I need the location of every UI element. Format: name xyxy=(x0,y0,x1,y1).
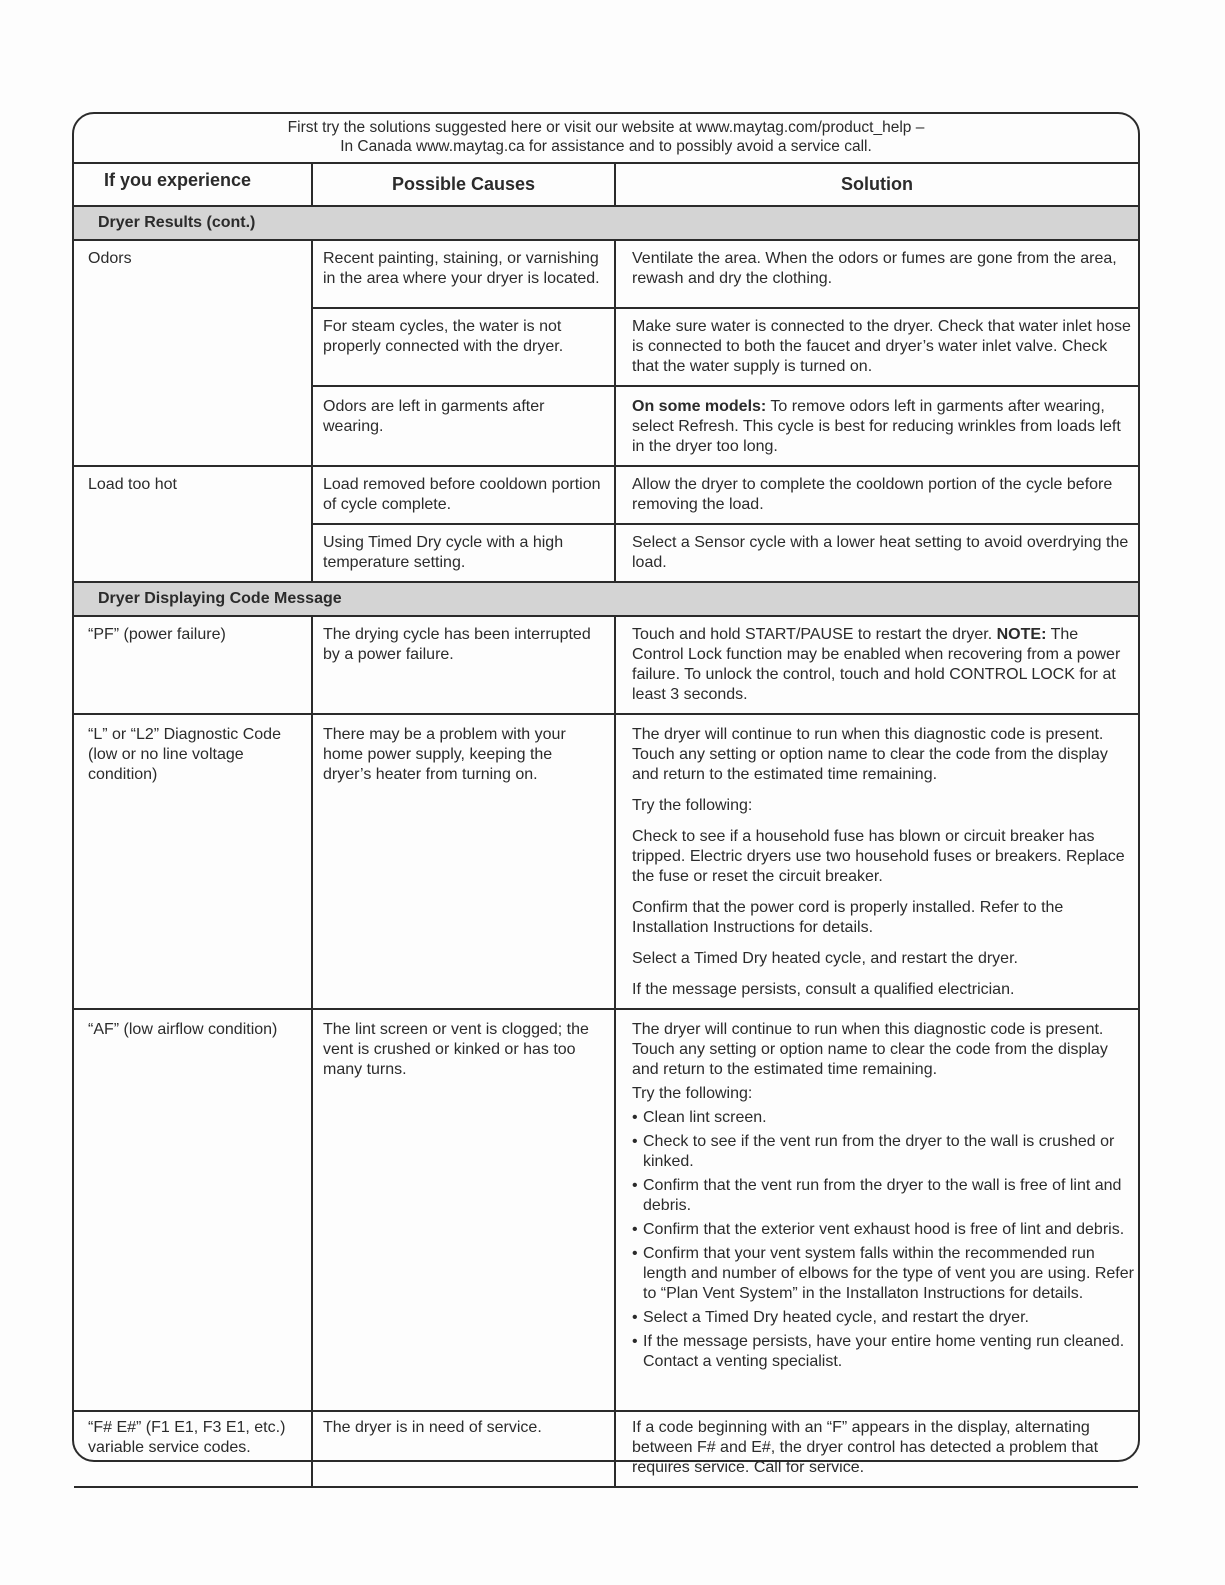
solution-cell: Select a Sensor cycle with a lower heat setting to avoid overdrying the load. xyxy=(615,524,1138,582)
troubleshooting-table xyxy=(74,164,1138,1488)
note-label: NOTE: xyxy=(996,626,1047,643)
table-row xyxy=(74,616,1138,714)
header-causes: Possible Causes xyxy=(312,164,615,206)
section-row xyxy=(74,206,1138,240)
list-item: • Confirm that the vent run from the dryer to the wall is free of lint and debris. xyxy=(632,1176,1134,1216)
table-row xyxy=(74,240,1138,308)
table-row xyxy=(74,1009,1138,1411)
symptom-fe: “F# E#” (F1 E1, F3 E1, etc.) variable service codes. xyxy=(74,1411,312,1487)
solution-cell: Make sure water is connected to the dryer. Check that water inlet hose is connected to both the faucet and dryer’s water inlet valve. Check that the water supply is turned on. xyxy=(615,308,1138,386)
solution-paragraph: Check to see if a household fuse has blown or circuit breaker has tripped. Electric dryers use two household fuses or breakers. Replace the fuse or reset the circuit breaker. xyxy=(632,828,1125,885)
solution-cell: Ventilate the area. When the odors or fumes are gone from the area, rewash and dry the clothing. xyxy=(615,240,1138,308)
solution-paragraph: Try the following: xyxy=(632,797,753,814)
symptom-af: “AF” (low airflow condition) xyxy=(74,1009,312,1411)
solution-cell xyxy=(615,714,1138,1009)
list-item: • Check to see if the vent run from the dryer to the wall is crushed or kinked. xyxy=(632,1132,1134,1172)
solution-cell: Allow the dryer to complete the cooldown portion of the cycle before removing the load. xyxy=(615,466,1138,524)
cause-cell: There may be a problem with your home power supply, keeping the dryer’s heater from turning on. xyxy=(312,714,615,1009)
solution-paragraph: If the message persists, consult a qualified electrician. xyxy=(632,981,1015,998)
solution-cell xyxy=(615,386,1138,466)
list-item: • Confirm that the exterior vent exhaust hood is free of lint and debris. xyxy=(632,1220,1134,1240)
list-item: • Confirm that your vent system falls within the recommended run length and number of elbows for the type of vent you are using. Refer to “Plan Vent System” in the Installaton Instructions for details. xyxy=(632,1244,1134,1304)
website-notice xyxy=(74,114,1138,164)
solution-cell: If a code beginning with an “F” appears in the display, alternating between F# and E#, the dryer control has detected a problem that requires service. Call for service. xyxy=(615,1411,1138,1487)
symptom-l2: “L” or “L2” Diagnostic Code (low or no line voltage condition) xyxy=(74,714,312,1009)
solution-text: The Control Lock function may be enabled when recovering from a power failure. To unlock the control, touch and hold CONTROL LOCK for at least 3 seconds. xyxy=(632,626,1121,703)
symptom-pf: “PF” (power failure) xyxy=(74,616,312,714)
table-row xyxy=(74,714,1138,1009)
section-dryer-results: Dryer Results (cont.) xyxy=(74,206,1138,240)
solution-cell xyxy=(615,1009,1138,1411)
solution-paragraph: Confirm that the power cord is properly installed. Refer to the Installation Instructions for details. xyxy=(632,899,1064,936)
symptom-load-too-hot: Load too hot xyxy=(74,466,312,582)
cause-cell: Using Timed Dry cycle with a high temperature setting. xyxy=(312,524,615,582)
section-code-message: Dryer Displaying Code Message xyxy=(74,582,1138,616)
cause-cell: Odors are left in garments after wearing. xyxy=(312,386,615,466)
solution-paragraph: Select a Timed Dry heated cycle, and restart the dryer. xyxy=(632,950,1018,967)
solution-paragraph: The dryer will continue to run when this diagnostic code is present. Touch any setting or option name to clear the code from the display and return to the estimated time remaining. xyxy=(632,726,1108,783)
notice-line-2: In Canada www.maytag.ca for assistance and to possibly avoid a service call. xyxy=(340,138,872,155)
solution-bold-label: On some models: xyxy=(632,398,767,415)
solution-paragraph: The dryer will continue to run when this diagnostic code is present. Touch any setting or option name to clear the code from the display and return to the estimated time remaining. xyxy=(632,1021,1108,1078)
solution-text: To remove odors left in garments after wearing, select Refresh. This cycle is best for reducing wrinkles from loads left in the dryer too long. xyxy=(632,398,1121,455)
cause-cell: The lint screen or vent is clogged; the vent is crushed or kinked or has too many turns. xyxy=(312,1009,615,1411)
symptom-odors: Odors xyxy=(74,240,312,466)
table-row xyxy=(74,1411,1138,1487)
cause-cell: The drying cycle has been interrupted by a power failure. xyxy=(312,616,615,714)
header-solution: Solution xyxy=(615,164,1138,206)
header-row xyxy=(74,164,1138,206)
cause-cell: Load removed before cooldown portion of cycle complete. xyxy=(312,466,615,524)
header-experience: If you experience xyxy=(74,164,312,206)
troubleshooting-table-frame xyxy=(72,112,1140,1476)
notice-line-1: First try the solutions suggested here or visit our website at www.maytag.com/product_help – xyxy=(287,119,925,136)
list-item: • Select a Timed Dry heated cycle, and restart the dryer. xyxy=(632,1308,1134,1328)
cause-cell: The dryer is in need of service. xyxy=(312,1411,615,1487)
section-row xyxy=(74,582,1138,616)
list-item: • Clean lint screen. xyxy=(632,1108,1134,1128)
solution-text: Touch and hold START/PAUSE to restart the dryer. xyxy=(632,626,997,643)
solution-cell xyxy=(615,616,1138,714)
solution-paragraph: Try the following: xyxy=(632,1085,753,1102)
list-item: • If the message persists, have your entire home venting run cleaned. Contact a venting specialist. xyxy=(632,1332,1134,1372)
cause-cell: Recent painting, staining, or varnishing in the area where your dryer is located. xyxy=(312,240,615,308)
cause-cell: For steam cycles, the water is not properly connected with the dryer. xyxy=(312,308,615,386)
table-row xyxy=(74,466,1138,524)
solution-bullet-list xyxy=(632,1108,1134,1372)
